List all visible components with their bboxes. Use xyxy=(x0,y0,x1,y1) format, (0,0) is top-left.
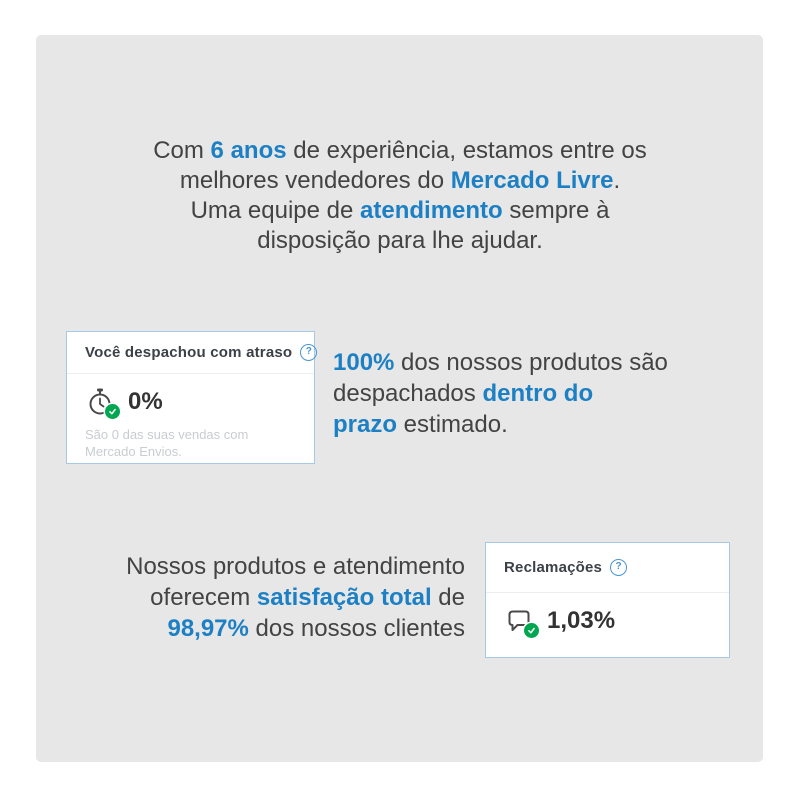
metric-row xyxy=(85,387,296,417)
metric-row xyxy=(504,606,711,636)
highlight-years: 6 anos xyxy=(210,137,287,164)
text-segment: disposição para lhe ajudar. xyxy=(257,227,543,254)
shipping-caption: São 0 das suas vendas com Mercado Envios. xyxy=(85,427,249,459)
card-header xyxy=(486,543,729,593)
stat-line xyxy=(333,347,713,378)
highlight-support: atendimento xyxy=(360,197,503,224)
stat-line xyxy=(60,613,465,644)
text-segment: estimado. xyxy=(397,411,508,438)
help-icon[interactable]: ? xyxy=(610,559,627,576)
help-icon[interactable]: ? xyxy=(300,344,317,361)
card-title: Reclamações xyxy=(504,559,603,576)
check-badge-icon xyxy=(105,404,120,419)
satisfaction-stat-text xyxy=(60,551,465,644)
card-body xyxy=(67,374,314,460)
text-segment: Nossos produtos e atendimento xyxy=(126,553,465,580)
intro-text xyxy=(0,136,800,256)
card-body xyxy=(486,593,729,636)
stat-line xyxy=(333,409,713,440)
intro-line-2 xyxy=(0,166,800,196)
highlight-satisfaction: satisfação total xyxy=(256,584,432,611)
intro-line-4 xyxy=(0,226,800,256)
card-title: Você despachou com atraso xyxy=(85,344,293,361)
highlight-brand: Mercado Livre xyxy=(450,167,614,194)
text-segment: oferecem xyxy=(150,584,257,611)
highlight-on-time-2: prazo xyxy=(333,411,398,438)
shipping-stat-text xyxy=(333,347,713,440)
claims-value: 1,03% xyxy=(547,607,616,634)
highlight-100-percent: 100% xyxy=(333,349,395,376)
highlight-on-time: dentro do xyxy=(482,380,594,407)
text-segment: . xyxy=(613,167,621,194)
text-segment: sempre à xyxy=(502,197,610,224)
text-segment: despachados xyxy=(333,380,483,407)
card-header xyxy=(67,332,314,374)
text-segment: de experiência, estamos entre os xyxy=(286,137,647,164)
shipping-delay-card xyxy=(66,331,315,464)
text-segment: Com xyxy=(153,137,211,164)
speech-bubble-icon xyxy=(504,606,534,636)
text-segment: melhores vendedores do xyxy=(179,167,451,194)
text-segment: dos nossos clientes xyxy=(248,615,465,642)
intro-line-3 xyxy=(0,196,800,226)
shipping-delay-value: 0% xyxy=(128,388,163,415)
text-segment: Uma equipe de xyxy=(190,197,361,224)
stat-line xyxy=(60,582,465,613)
stat-line xyxy=(60,551,465,582)
highlight-98-percent: 98,97% xyxy=(167,615,249,642)
stopwatch-icon xyxy=(85,387,115,417)
text-segment: de xyxy=(431,584,465,611)
intro-line-1 xyxy=(0,136,800,166)
stat-line xyxy=(333,378,713,409)
claims-card xyxy=(485,542,730,658)
check-badge-icon xyxy=(524,623,539,638)
text-segment: dos nossos produtos são xyxy=(394,349,668,376)
